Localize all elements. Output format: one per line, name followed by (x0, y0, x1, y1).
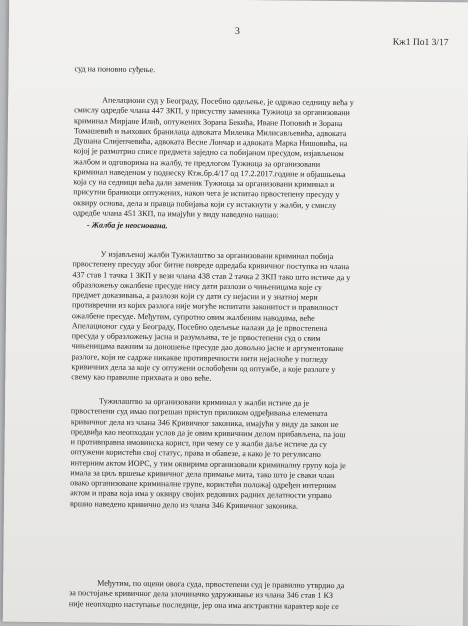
text-line: која су на седници већа дали заменик Тужиоца за организовани криминал и (73, 177, 335, 190)
paragraph-1 (73, 95, 434, 222)
text-line: жалбом и одговорима на жалбу, те предлогом Тужиоца за организовани (73, 156, 321, 169)
text-line: актом и права која има у оквиру својих редовних радних делатности управо (70, 488, 332, 501)
text-line: за постојање кривичног дела злочиначко удруживање из члана 346 став 1 КЗ (69, 588, 334, 601)
text-line: Међутим, по оцени овога суда, првостепени суд је правилно утврдио да (97, 578, 345, 591)
text-line: Томашевић и њихових бранилаца адвоката Миленка Милисављевића, адвоката (73, 126, 347, 138)
text-line: вршио наведено кривично дело из члана 346 Кривичног законика. (69, 498, 299, 511)
text-line: разлоге, који не садрже никакве противречности нити нејасноће у погледу (71, 351, 328, 364)
text-line: пресуда у образложењу јасна и разумљива, те је првостепени суд о свим (71, 331, 321, 343)
text-line: Душана Слијепчевића, адвоката Весне Лончар и адвоката Марка Нишовића, на (73, 136, 348, 149)
paragraph-0 (74, 64, 434, 78)
page-number: 3 (234, 25, 240, 38)
text-line: интерним актом ИОРС, у тим оквирима организовали криминалну групу која је (70, 457, 346, 470)
text-line: кривичног дела из члана 346 Кривичног законика, имајући у виду да закон не (70, 416, 339, 429)
text-line: првостепену пресуду због битне повреде одредаба кривичног поступка из члана (72, 259, 350, 272)
paragraph-4 (70, 396, 431, 513)
text-line: оптужени користећи свој статус, права и обавезе, а како је то регулисано (70, 447, 321, 460)
text-line: оквиру основа, дела и правца побијања који су истакнути у жалби, у смислу (73, 197, 337, 210)
text-line: и противправна имовинска корист, при чему се у жалби даље истиче да су (70, 437, 327, 449)
text-line: предвиђа као неопходан услов да је овим кривичним делом прибављена, па још (70, 427, 346, 439)
text-line: кривичних дела за које су оптужени ослобођени од оптужбе, а које разлоге у (71, 362, 336, 374)
text-line: криминал Мирјане Илић, оптужених Зорана Бекића, Иване Поповић и Зорана (73, 115, 343, 128)
text-line: Апелациони суд у Београду, Посебно одељење, је одржао седницу већа у (102, 95, 354, 108)
text-line: образложењу ожалбене пресуде нису дати разлози о чињеницама које су (72, 280, 323, 292)
paragraph-3 (71, 249, 432, 386)
text-line: имала за циљ вршење кривичног дела примање мита, тако што је сваки члан (70, 468, 335, 480)
document-page (3, 0, 468, 626)
text-line: ожалбене пресуде. Међутим, супротно овим жалбеним наводима, веће (71, 310, 315, 323)
paragraph-5 (69, 578, 429, 613)
text-line: - Жалба је неоснована. (86, 220, 168, 231)
text-line: У изјављеној жалби Тужилаштво за организовани криминал побија (100, 249, 334, 262)
text-line: није неопходно наступање последице, јер она има апстрактни карактер које се (68, 598, 339, 611)
text-line: којој је размотрио списе предмета заједно са побијаном пресудом, изјављеном (73, 146, 344, 159)
text-line: овако организоване криминалне групе, користећи положај одређен интерним (70, 478, 337, 491)
text-line: суд на поновно суђење. (74, 64, 156, 75)
text-line: предмет доказивања, а разлози који су дати су нејасни и у знатној мери (72, 290, 318, 302)
text-line: противречни из којих разлога није могуће испитати законитост и правилност (72, 300, 339, 313)
text-line: чињеницама важним за доношење пресуде дао довољно јасне и аргументоване (71, 341, 344, 354)
text-line: присутни браниоци оптужених, након чега је испитао првостепену пресуду у (73, 187, 340, 200)
text-line: свему као правилне прихвата и ово веће. (71, 372, 212, 383)
text-line: криминал наведеном у поднеску Ктж.бр.4/17 од 17.2.2017.године и објашњења (73, 167, 346, 179)
text-line: одредбе члана 451 ЗКП, па имајући у виду наведено нашао: (72, 208, 279, 220)
case-reference: Кж1 По1 3/17 (392, 37, 449, 49)
text-line: првостепени суд имао погрешан приступ приликом одређивања елемената (70, 406, 328, 419)
text-line: смислу одредбе члана 447 ЗКП, у присуству заменика Тужиоца за организовани (74, 105, 350, 118)
text-line: Апелационог суда у Београду, Посебно одељење налази да је првостепена (71, 321, 328, 333)
text-line: 437 став 1 тачка 1 ЗКП у вези члана 438 став 2 тачка 2 ЗКП тако што истиче да у (72, 269, 351, 282)
verdict-line (73, 220, 433, 234)
text-line: Тужилаштво за организовани криминал у жалби истиче да је (99, 396, 310, 408)
